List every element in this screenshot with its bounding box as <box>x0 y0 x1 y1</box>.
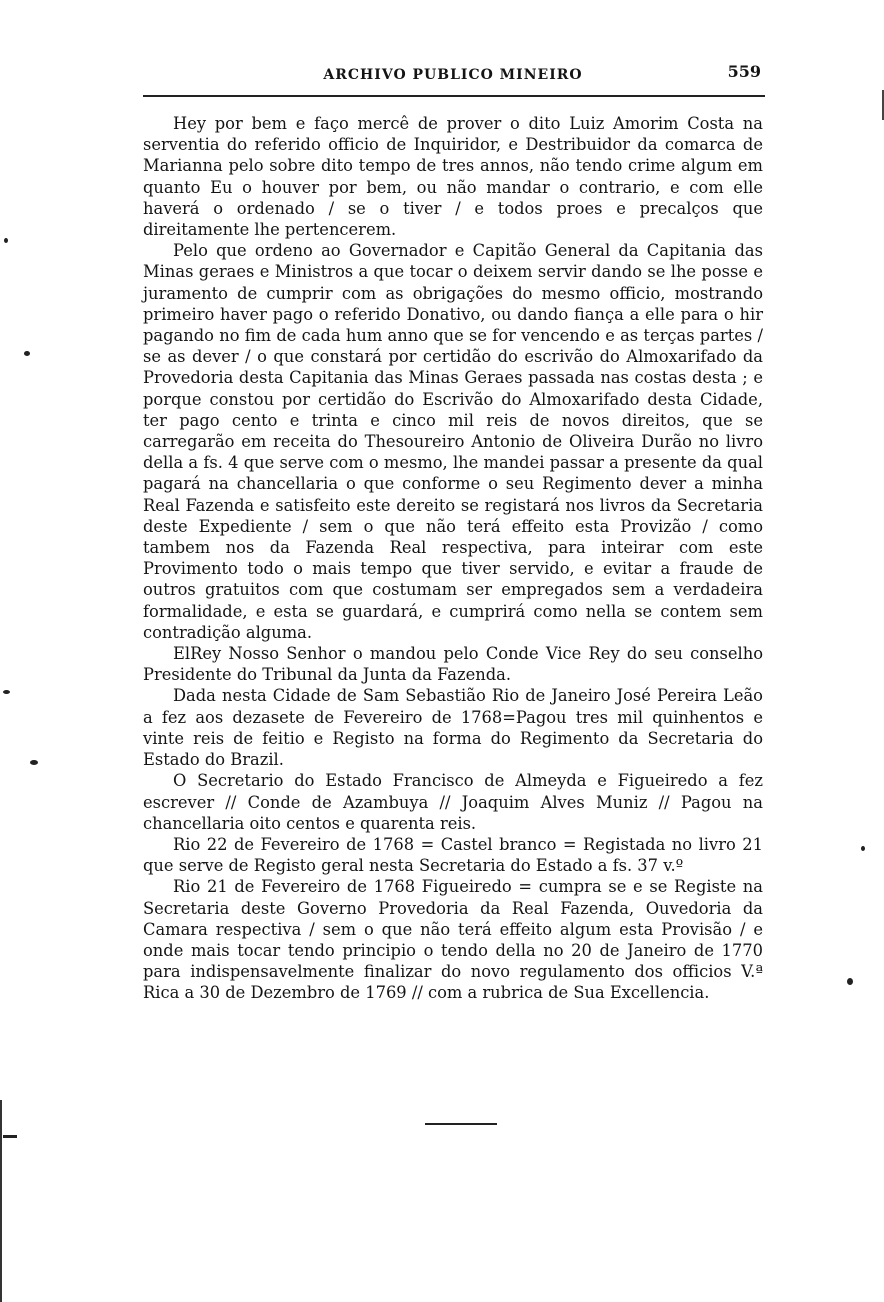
scan-speck <box>847 978 853 985</box>
paragraph-dated: Dada nesta Cidade de Sam Sebastião Rio de Janeiro José Pereira Leão a fez aos dezasete de Fevereiro de 1768=Pagou tres mil quinhentos e vinte reis de feitio e Registo na forma do Regimento da Secretaria do Estado do Brazil. <box>143 686 763 770</box>
scan-speck <box>4 238 8 243</box>
header-rule <box>143 95 765 97</box>
end-rule <box>425 1123 497 1125</box>
body-text <box>143 113 763 1004</box>
running-title: ARCHIVO PUBLICO MINEIRO <box>323 67 583 83</box>
page-number: 559 <box>727 62 761 81</box>
paragraph-order: Pelo que ordeno ao Governador e Capitão General da Capitania das Minas geraes e Ministros a que tocar o deixem servir dando se lhe posse e juramento de cumprir com as obrigações do mesmo officio, mostrando primeiro haver pago o referido Donativo, ou dando fiança a elle para o hir pagando no fim de cada hum anno que se for vencendo e as terças partes / se as dever / o que constará por certidão do escrivão do Almoxarifado da Provedoria desta Capitania das Minas Geraes passada nas costas desta ; e porque constou por certidão do Escrivão do Almoxarifado desta Cidade, ter pago cento e trinta e cinco mil reis de novos direitos, que se carregarão em receita do Thesoureiro Antonio de Oliveira Durão no livro della a fs. 4 que serve com o mesmo, lhe mandei passar a presente da qual pagará na chancellaria o que conforme o seu Regimento dever a minha Real Fazenda e satisfeito este dereito se registará nos livros da Secretaria deste Expediente / sem o que não terá effeito esta Provizão / como tambem nos da Fazenda Real respectiva, para inteirar com este Provimento todo o mais tempo que tiver servido, e evitar a fraude de outros gratuitos com que costumam ser empregados sem a verdadeira formalidade, e esta se guardará, e cumprirá como nella se contem sem contradição alguma. <box>143 241 763 642</box>
paragraph-secretary: O Secretario do Estado Francisco de Almeyda e Figueiredo a fez escrever // Conde de Azambuya // Joaquim Alves Muniz // Pagou na chancellaria oito centos e quarenta reis. <box>143 771 763 833</box>
scan-speck <box>30 760 38 765</box>
scan-speck <box>861 846 865 851</box>
scan-speck <box>24 351 30 356</box>
paragraph-provision: Hey por bem e faço mercê de prover o dito Luiz Amorim Costa na serventia do referido officio de Inquiridor, e Destribuidor da comarca de Marianna pelo sobre dito tempo de tres annos, não tendo crime algum em quanto Eu o houver por bem, ou não mandar o contrario, e com elle haverá o ordenado / se o tiver / e todos proes e precalços que direitamente lhe pertencerem. <box>143 114 763 240</box>
scan-edge-mark <box>3 1135 17 1138</box>
scan-edge-left <box>0 1100 2 1302</box>
paragraph-king-command: ElRey Nosso Senhor o mandou pelo Conde Vice Rey do seu conselho Presidente do Tribunal da Junta da Fazenda. <box>143 644 763 685</box>
scan-speck <box>3 690 10 694</box>
page-header <box>143 60 763 90</box>
paragraph-registry: Rio 22 de Fevereiro de 1768 = Castel branco = Registada no livro 21 que serve de Registo geral nesta Secretaria do Estado a fs. 37 v.º <box>143 834 763 876</box>
paragraph-fulfillment: Rio 21 de Fevereiro de 1768 Figueiredo = cumpra se e se Registe na Secretaria deste Governo Provedoria da Real Fazenda, Ouvedoria da Camara respectiva / sem o que não terá effeito algum esta Provisão / e onde mais tocar tendo principio o tendo della no 20 de Janeiro de 1770 para indispensavelmente finalizar do novo regulamento dos officios V.ª Rica a 30 de Dezembro de 1769 // com a rubrica de Sua Excellencia. <box>143 877 763 1003</box>
